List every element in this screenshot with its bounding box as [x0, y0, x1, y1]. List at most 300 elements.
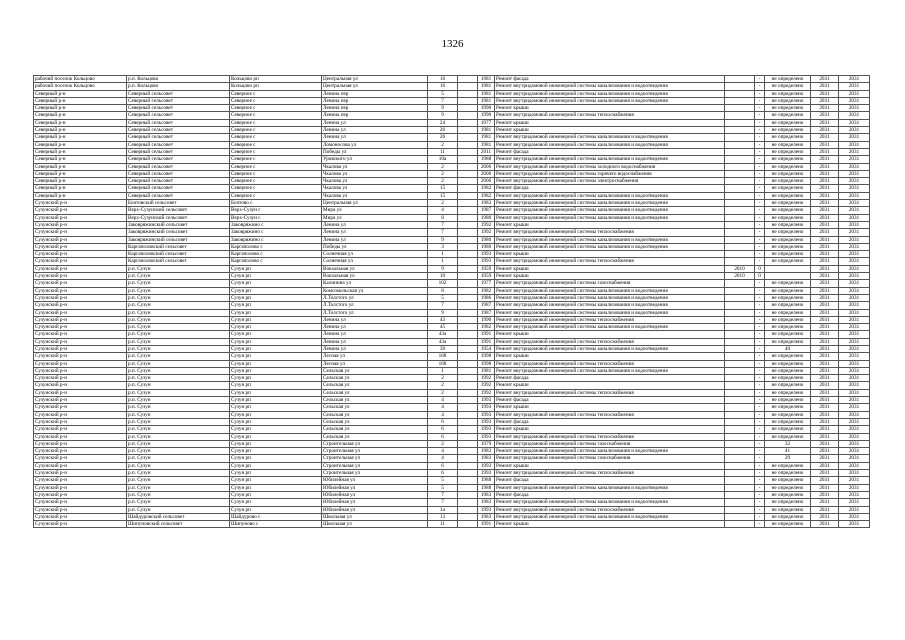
cell-district: Сузунский р-н	[34, 236, 127, 243]
cell-plan-start: 2031	[811, 90, 839, 97]
cell-district: Сузунский р-н	[34, 353, 127, 360]
cell-planned-cost: не определено	[765, 353, 811, 360]
cell-building	[458, 397, 478, 404]
cell-building	[458, 258, 478, 265]
table-row	[34, 192, 870, 199]
cell-building	[458, 382, 478, 389]
cell-settlement: Заковряжино с	[230, 229, 322, 236]
cell-district: Северный р-н	[34, 141, 127, 148]
cell-settlement: Северное с	[230, 141, 322, 148]
cell-amount: -	[755, 112, 765, 119]
cell-amount: -	[755, 251, 765, 258]
cell-work-type: Ремонт внутридомовой инженерной системы канализования и водоотведения	[495, 294, 725, 301]
cell-building	[458, 221, 478, 228]
cell-street: Ленина ул	[322, 316, 428, 323]
cell-municipality: Северный сельсовет	[127, 156, 230, 163]
cell-amount: -	[755, 404, 765, 411]
cell-repair-year	[725, 148, 755, 155]
cell-year-built: 1980	[478, 243, 495, 250]
cell-year-built: 1982	[478, 192, 495, 199]
cell-house: 9	[428, 309, 458, 316]
cell-district: Северный р-н	[34, 170, 127, 177]
cell-house: 6	[428, 418, 458, 425]
cell-work-type: Ремонт крыши	[495, 265, 725, 272]
cell-work-type: Ремонт фасада	[495, 375, 725, 382]
cell-plan-start: 2031	[811, 477, 839, 484]
cell-repair-year	[725, 112, 755, 119]
cell-repair-year	[725, 404, 755, 411]
table-row	[34, 83, 870, 90]
cell-year-built: 1980	[478, 236, 495, 243]
cell-municipality: Северный сельсовет	[127, 148, 230, 155]
cell-planned-cost: не определено	[765, 214, 811, 221]
cell-planned-cost: не определено	[765, 170, 811, 177]
cell-amount: -	[755, 163, 765, 170]
cell-building	[458, 491, 478, 498]
cell-municipality: р.п. Сузун	[127, 448, 230, 455]
cell-amount: -	[755, 185, 765, 192]
cell-repair-year	[725, 521, 755, 528]
cell-year-built: 1993	[478, 418, 495, 425]
cell-street: Ленина ул	[322, 324, 428, 331]
cell-amount: -	[755, 258, 765, 265]
table-row	[34, 477, 870, 484]
cell-district: Северный р-н	[34, 185, 127, 192]
cell-plan-start: 2031	[811, 331, 839, 338]
cell-district: Сузунский р-н	[34, 462, 127, 469]
cell-repair-year	[725, 229, 755, 236]
cell-plan-start: 2031	[811, 178, 839, 185]
cell-amount: -	[755, 221, 765, 228]
cell-district: Северный р-н	[34, 112, 127, 119]
cell-year-built: 1992	[478, 229, 495, 236]
cell-street: Л.Толстого ул	[322, 302, 428, 309]
cell-plan-start: 2031	[811, 156, 839, 163]
cell-district: Северный р-н	[34, 163, 127, 170]
cell-plan-start: 2031	[811, 170, 839, 177]
cell-plan-start: 2031	[811, 455, 839, 462]
cell-year-built: 1981	[478, 76, 495, 83]
cell-work-type: Ремонт крыши	[495, 127, 725, 134]
cell-municipality: р.п. Сузун	[127, 440, 230, 447]
cell-repair-year	[725, 513, 755, 520]
table-row	[34, 76, 870, 83]
cell-work-type: Ремонт внутридомовой инженерной системы канализования и водоотведения	[495, 302, 725, 309]
cell-settlement: Сузун рп	[230, 316, 322, 323]
cell-district: Сузунский р-н	[34, 273, 127, 280]
cell-street: Комсомольская ул	[322, 287, 428, 294]
cell-repair-year	[725, 97, 755, 104]
cell-building	[458, 105, 478, 112]
cell-municipality: р.п. Сузун	[127, 418, 230, 425]
cell-work-type: Ремонт крыши	[495, 521, 725, 528]
cell-district: Сузунский р-н	[34, 360, 127, 367]
cell-amount: -	[755, 513, 765, 520]
cell-district: Сузунский р-н	[34, 404, 127, 411]
cell-settlement: Сузун рп	[230, 273, 322, 280]
cell-plan-end: 2031	[839, 426, 870, 433]
cell-house: 45	[428, 324, 458, 331]
cell-year-built: 2006	[478, 163, 495, 170]
cell-repair-year	[725, 287, 755, 294]
cell-work-type: Ремонт внутридомовой инженерной системы канализования и водоотведения	[495, 83, 725, 90]
cell-plan-start: 2031	[811, 221, 839, 228]
cell-house: 4	[428, 397, 458, 404]
cell-plan-start: 2031	[811, 411, 839, 418]
cell-street: Строительная ул	[322, 440, 428, 447]
cell-year-built: 1993	[478, 251, 495, 258]
cell-amount: -	[755, 455, 765, 462]
cell-house: 168	[428, 353, 458, 360]
cell-amount: -	[755, 207, 765, 214]
cell-settlement: Сузун рп	[230, 470, 322, 477]
cell-settlement: Северное с	[230, 97, 322, 104]
cell-work-type: Ремонт внутридомовой инженерной системы канализования и водоотведения	[495, 90, 725, 97]
cell-district: Северный р-н	[34, 156, 127, 163]
cell-year-built: 2006	[478, 170, 495, 177]
table-row	[34, 105, 870, 112]
cell-municipality: р.п. Сузун	[127, 462, 230, 469]
cell-plan-end: 2031	[839, 112, 870, 119]
cell-district: Сузунский р-н	[34, 375, 127, 382]
cell-settlement: Сузун рп	[230, 477, 322, 484]
cell-work-type: Ремонт внутридомовой инженерной системы канализования и водоотведения	[495, 200, 725, 207]
cell-work-type: Ремонт внутридомовой инженерной системы газоснабжения	[495, 440, 725, 447]
cell-repair-year	[725, 345, 755, 352]
cell-amount: -	[755, 477, 765, 484]
cell-planned-cost: не определено	[765, 236, 811, 243]
repair-program-table	[33, 75, 869, 528]
cell-plan-start: 2031	[811, 265, 839, 272]
cell-plan-end: 2031	[839, 309, 870, 316]
cell-municipality: Северный сельсовет	[127, 134, 230, 141]
cell-planned-cost: не определено	[765, 389, 811, 396]
cell-planned-cost: не определено	[765, 127, 811, 134]
cell-building	[458, 360, 478, 367]
cell-house: 1	[428, 251, 458, 258]
cell-planned-cost: не определено	[765, 338, 811, 345]
cell-year-built: 1981	[478, 134, 495, 141]
table-row	[34, 229, 870, 236]
cell-amount: -	[755, 367, 765, 374]
cell-amount: -	[755, 229, 765, 236]
cell-work-type: Ремонт внутридомовой инженерной системы теплоснабжения	[495, 258, 725, 265]
cell-building	[458, 141, 478, 148]
cell-work-type: Ремонт крыши	[495, 382, 725, 389]
cell-municipality: р.п. Кольцово	[127, 83, 230, 90]
cell-work-type: Ремонт фасада	[495, 185, 725, 192]
cell-district: Сузунский р-н	[34, 411, 127, 418]
cell-building	[458, 178, 478, 185]
table-row	[34, 426, 870, 433]
table-row	[34, 127, 870, 134]
cell-house: 1а	[428, 506, 458, 513]
cell-work-type: Ремонт внутридомовой инженерной системы канализования и водоотведения	[495, 214, 725, 221]
cell-municipality: Каргаполовский сельсовет	[127, 243, 230, 250]
cell-street: Л.Толстого ул	[322, 309, 428, 316]
cell-settlement: Заковряжино с	[230, 236, 322, 243]
cell-district: Сузунский р-н	[34, 338, 127, 345]
cell-plan-end: 2031	[839, 477, 870, 484]
cell-work-type: Ремонт внутридомовой инженерной системы канализования и водоотведения	[495, 367, 725, 374]
cell-district: Сузунский р-н	[34, 382, 127, 389]
cell-house: 15	[428, 192, 458, 199]
cell-work-type: Ремонт внутридомовой инженерной системы канализования и водоотведения	[495, 287, 725, 294]
cell-district: рабочий поселок Кольцово	[34, 76, 127, 83]
cell-amount: -	[755, 76, 765, 83]
cell-plan-end: 2031	[839, 76, 870, 83]
cell-planned-cost: не определено	[765, 302, 811, 309]
cell-municipality: р.п. Сузун	[127, 360, 230, 367]
cell-planned-cost: не определено	[765, 200, 811, 207]
cell-year-built: 1993	[478, 433, 495, 440]
cell-house: 10	[428, 273, 458, 280]
cell-work-type: Ремонт внутридомовой инженерной системы канализования и водоотведения	[495, 97, 725, 104]
cell-amount: -	[755, 316, 765, 323]
cell-amount: -	[755, 105, 765, 112]
cell-year-built: 1982	[478, 324, 495, 331]
cell-work-type: Ремонт фасада	[495, 418, 725, 425]
cell-year-built: 1988	[478, 477, 495, 484]
cell-planned-cost: не определено	[765, 221, 811, 228]
cell-planned-cost: 32	[765, 440, 811, 447]
cell-planned-cost: не определено	[765, 375, 811, 382]
table-row	[34, 200, 870, 207]
cell-plan-end: 2031	[839, 83, 870, 90]
cell-repair-year	[725, 411, 755, 418]
cell-building	[458, 302, 478, 309]
cell-plan-start: 2031	[811, 134, 839, 141]
cell-building	[458, 389, 478, 396]
cell-year-built: 1988	[478, 484, 495, 491]
cell-district: Сузунский р-н	[34, 251, 127, 258]
cell-repair-year	[725, 375, 755, 382]
cell-settlement: Сузун рп	[230, 426, 322, 433]
cell-work-type: Ремонт внутридомовой инженерной системы канализования и водоотведения	[495, 156, 725, 163]
cell-amount: -	[755, 156, 765, 163]
cell-work-type: Ремонт фасада	[495, 76, 725, 83]
cell-house: 4	[428, 404, 458, 411]
cell-year-built: 1981	[478, 367, 495, 374]
cell-plan-end: 2031	[839, 141, 870, 148]
cell-planned-cost: не определено	[765, 499, 811, 506]
cell-year-built: 1992	[478, 389, 495, 396]
cell-work-type: Ремонт крыши	[495, 426, 725, 433]
cell-settlement: Северное с	[230, 178, 322, 185]
cell-plan-start: 2031	[811, 353, 839, 360]
cell-amount: 0	[755, 273, 765, 280]
cell-house: 16	[428, 76, 458, 83]
cell-settlement: Сузун рп	[230, 448, 322, 455]
cell-repair-year	[725, 324, 755, 331]
table-row	[34, 134, 870, 141]
cell-district: Сузунский р-н	[34, 499, 127, 506]
cell-plan-end: 2031	[839, 214, 870, 221]
cell-repair-year	[725, 243, 755, 250]
cell-amount: -	[755, 418, 765, 425]
cell-house: 2	[428, 389, 458, 396]
cell-plan-start: 2031	[811, 236, 839, 243]
cell-settlement: Шипуново с	[230, 521, 322, 528]
cell-year-built: 1986	[478, 294, 495, 301]
cell-district: Северный р-н	[34, 178, 127, 185]
cell-plan-start: 2031	[811, 316, 839, 323]
cell-year-built: 1983	[478, 499, 495, 506]
cell-year-built: 1983	[478, 491, 495, 498]
cell-municipality: р.п. Сузун	[127, 324, 230, 331]
cell-year-built: 1979	[478, 440, 495, 447]
cell-planned-cost: не определено	[765, 207, 811, 214]
table-row	[34, 324, 870, 331]
cell-plan-start: 2031	[811, 251, 839, 258]
table-row	[34, 148, 870, 155]
cell-planned-cost: не определено	[765, 243, 811, 250]
cell-plan-end: 2031	[839, 360, 870, 367]
cell-repair-year	[725, 331, 755, 338]
table-row	[34, 156, 870, 163]
cell-district: Сузунский р-н	[34, 506, 127, 513]
cell-repair-year	[725, 462, 755, 469]
cell-amount: -	[755, 470, 765, 477]
cell-building	[458, 251, 478, 258]
cell-municipality: р.п. Сузун	[127, 455, 230, 462]
cell-planned-cost: не определено	[765, 141, 811, 148]
table-row	[34, 506, 870, 513]
cell-street: Школьная ул	[322, 521, 428, 528]
cell-district: Сузунский р-н	[34, 440, 127, 447]
table-row	[34, 207, 870, 214]
cell-work-type: Ремонт крыши	[495, 353, 725, 360]
cell-amount: -	[755, 506, 765, 513]
cell-repair-year	[725, 76, 755, 83]
cell-year-built: 1991	[478, 521, 495, 528]
cell-plan-end: 2031	[839, 506, 870, 513]
cell-plan-end: 2031	[839, 491, 870, 498]
cell-year-built: 1990	[478, 112, 495, 119]
table-row	[34, 411, 870, 418]
cell-building	[458, 338, 478, 345]
cell-planned-cost: 40	[765, 345, 811, 352]
cell-amount: -	[755, 345, 765, 352]
cell-planned-cost: не определено	[765, 90, 811, 97]
cell-house: 7	[428, 97, 458, 104]
cell-settlement: Сузун рп	[230, 506, 322, 513]
cell-repair-year	[725, 353, 755, 360]
table-row	[34, 513, 870, 520]
cell-year-built: 1987	[478, 302, 495, 309]
cell-year-built: 1959	[478, 273, 495, 280]
cell-settlement: Верх-Сузун с	[230, 214, 322, 221]
cell-building	[458, 309, 478, 316]
cell-repair-year: 2010	[725, 273, 755, 280]
cell-planned-cost: не определено	[765, 185, 811, 192]
cell-street: Вокзальная ул	[322, 273, 428, 280]
cell-planned-cost: не определено	[765, 470, 811, 477]
cell-amount: -	[755, 97, 765, 104]
cell-settlement: Сузун рп	[230, 418, 322, 425]
cell-house: 7	[428, 491, 458, 498]
cell-house: 9	[428, 265, 458, 272]
cell-work-type: Ремонт крыши	[495, 462, 725, 469]
cell-settlement: Северное с	[230, 119, 322, 126]
cell-plan-start: 2031	[811, 148, 839, 155]
cell-amount: -	[755, 236, 765, 243]
cell-municipality: р.п. Сузун	[127, 273, 230, 280]
cell-repair-year: 2010	[725, 265, 755, 272]
cell-house: 4	[428, 207, 458, 214]
cell-settlement: Сузун рп	[230, 353, 322, 360]
cell-planned-cost: не определено	[765, 163, 811, 170]
cell-settlement: Сузун рп	[230, 404, 322, 411]
cell-amount: -	[755, 353, 765, 360]
cell-plan-start: 2031	[811, 513, 839, 520]
cell-year-built: 1993	[478, 506, 495, 513]
cell-work-type: Ремонт внутридомовой инженерной системы канализования и водоотведения	[495, 324, 725, 331]
cell-house: 2	[428, 382, 458, 389]
cell-street: Сельская ул	[322, 397, 428, 404]
cell-street: Юбилейная ул	[322, 484, 428, 491]
cell-repair-year	[725, 367, 755, 374]
cell-work-type: Ремонт внутридомовой инженерной системы теплоснабжения	[495, 316, 725, 323]
cell-building	[458, 477, 478, 484]
cell-municipality: р.п. Сузун	[127, 316, 230, 323]
cell-settlement: Сузун рп	[230, 294, 322, 301]
cell-district: Сузунский р-н	[34, 316, 127, 323]
cell-amount: -	[755, 397, 765, 404]
cell-repair-year	[725, 127, 755, 134]
cell-street: Чкалова ул	[322, 163, 428, 170]
cell-plan-end: 2031	[839, 90, 870, 97]
cell-planned-cost: не определено	[765, 360, 811, 367]
cell-plan-end: 2031	[839, 207, 870, 214]
cell-house: 9	[428, 236, 458, 243]
cell-municipality: Северный сельсовет	[127, 119, 230, 126]
cell-street: Сельская ул	[322, 411, 428, 418]
cell-amount: -	[755, 521, 765, 528]
cell-building	[458, 243, 478, 250]
cell-repair-year	[725, 236, 755, 243]
cell-street: Ленина ул	[322, 127, 428, 134]
cell-amount: -	[755, 127, 765, 134]
cell-district: Сузунский р-н	[34, 448, 127, 455]
cell-year-built: 1993	[478, 258, 495, 265]
cell-district: Сузунский р-н	[34, 243, 127, 250]
cell-street: Юбилейная ул	[322, 477, 428, 484]
cell-repair-year	[725, 499, 755, 506]
cell-plan-start: 2031	[811, 309, 839, 316]
cell-plan-start: 2031	[811, 389, 839, 396]
cell-repair-year	[725, 90, 755, 97]
cell-district: Сузунский р-н	[34, 280, 127, 287]
cell-work-type: Ремонт внутридомовой инженерной системы теплоснабжения	[495, 112, 725, 119]
cell-plan-end: 2031	[839, 221, 870, 228]
cell-plan-start: 2031	[811, 375, 839, 382]
cell-settlement: Сузун рп	[230, 287, 322, 294]
table-row	[34, 309, 870, 316]
cell-plan-start: 2031	[811, 185, 839, 192]
cell-repair-year	[725, 316, 755, 323]
cell-plan-end: 2031	[839, 353, 870, 360]
cell-work-type: Ремонт крыши	[495, 251, 725, 258]
cell-street: Сельская ул	[322, 433, 428, 440]
cell-municipality: р.п. Сузун	[127, 280, 230, 287]
table-row	[34, 418, 870, 425]
cell-street: Центральная ул	[322, 200, 428, 207]
cell-plan-end: 2031	[839, 404, 870, 411]
cell-street: Строительная ул	[322, 462, 428, 469]
table-row	[34, 302, 870, 309]
cell-district: Сузунский р-н	[34, 433, 127, 440]
